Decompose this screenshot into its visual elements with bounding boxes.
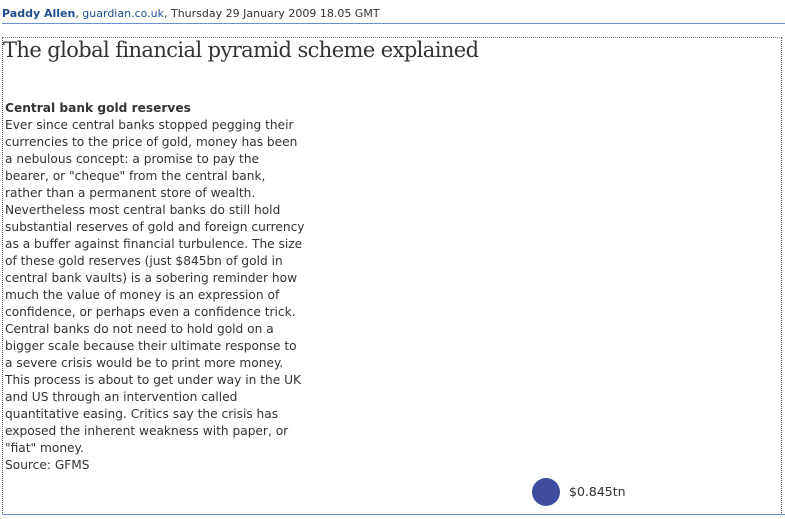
publish-date: , Thursday 29 January 2009 18.05 GMT [164, 7, 380, 20]
section-text [5, 100, 305, 474]
author-name[interactable]: Paddy Allen [2, 7, 76, 20]
bottom-divider [2, 514, 785, 515]
byline-separator: , [75, 7, 83, 20]
graphic-title: The global financial pyramid scheme explained [3, 38, 479, 62]
site-link[interactable]: guardian.co.uk [82, 7, 164, 20]
source-note: Source: GFMS [5, 458, 90, 472]
section-heading: Central bank gold reserves [5, 101, 191, 115]
section-body: Ever since central banks stopped pegging their currencies to the price of gold, money has been a nebulous concept: a promise to pay the bearer, or "cheque" from the central bank, rather than a permanent store of wealth. Nevertheless most central banks do still hold substantial reserves of gold and foreign currency as a buffer against financial turbulence. The size of these gold reserves (just $845bn of gold in central bank vaults) is a sobering reminder how much the value of money is an expression of confidence, or perhaps even a confidence trick. Central banks do not need to hold gold on a bigger scale because their ultimate response to a severe crisis would be to print more money. This process is about to get under way in the UK and US through an intervention called quantitative easing. Critics say the crisis has exposed the inherent weakness with paper, or "fiat" money. [5, 118, 305, 455]
byline [2, 4, 785, 24]
gold-reserves-circle [532, 478, 560, 506]
gold-reserves-value: $0.845tn [569, 484, 626, 499]
